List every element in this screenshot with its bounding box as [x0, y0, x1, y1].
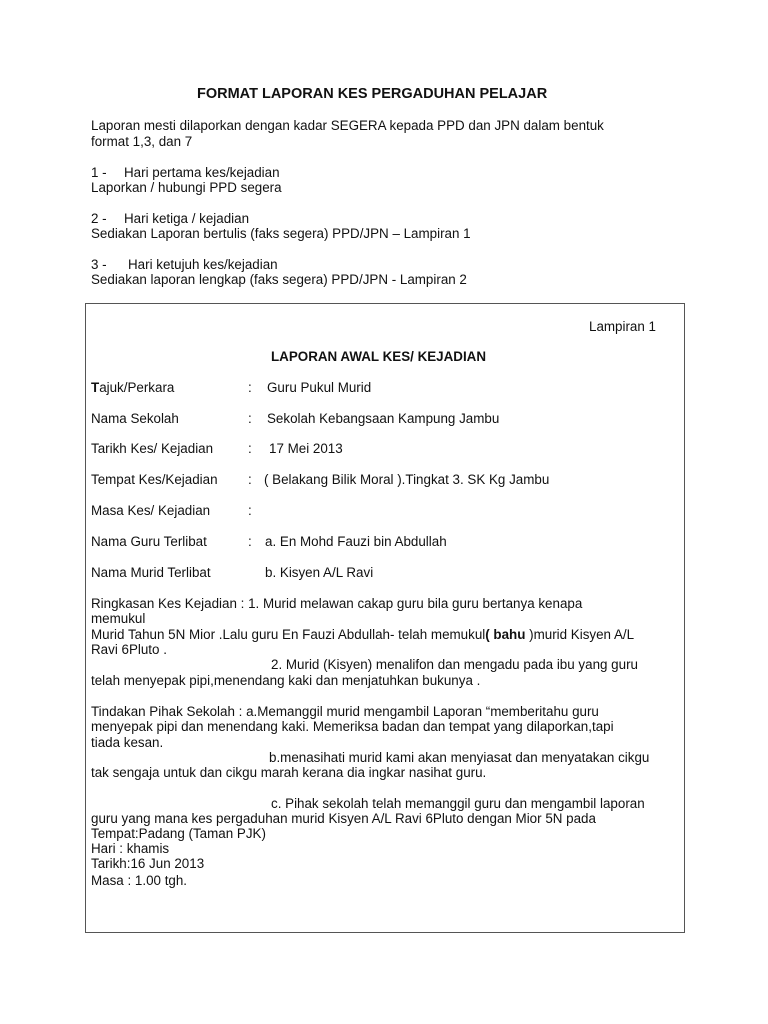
- field-value-guru: a. En Mohd Fauzi bin Abdullah: [265, 534, 447, 549]
- tindakan-line-5: tak sengaja untuk dan cikgu marah kerana dia ingkar nasihat guru.: [91, 765, 487, 780]
- step-3-number: 3 -: [91, 257, 107, 272]
- tindakan-line-2: menyepak pipi dan menendang kaki. Memeriksa badan dan tempat yang dilaporkan,tapi: [91, 719, 614, 734]
- field-sep-guru: :: [248, 534, 252, 549]
- field-sep-sekolah: :: [248, 411, 252, 426]
- field-sep-masa: :: [248, 503, 252, 518]
- step-3-heading: Hari ketujuh kes/kejadian: [128, 257, 278, 272]
- tindakan-line-8: Tempat:Padang (Taman PJK): [91, 826, 266, 841]
- ringkasan-line-1: Ringkasan Kes Kejadian : 1. Murid melawan cakap guru bila guru bertanya kenapa: [91, 596, 583, 611]
- tindakan-line-1: Tindakan Pihak Sekolah : a.Memanggil murid mengambil Laporan “memberitahu guru: [91, 704, 599, 719]
- intro-line-1: Laporan mesti dilaporkan dengan kadar SEGERA kepada PPD dan JPN dalam bentuk: [91, 118, 604, 133]
- field-value-tarikh: 17 Mei 2013: [269, 441, 343, 456]
- tindakan-line-3: tiada kesan.: [91, 735, 164, 750]
- step-2-detail: Sediakan Laporan bertulis (faks segera) PPD/JPN – Lampiran 1: [91, 226, 471, 241]
- field-label-guru: Nama Guru Terlibat: [91, 534, 207, 549]
- tindakan-line-9: Hari : khamis: [91, 841, 170, 856]
- field-sep-tajuk: :: [248, 380, 252, 395]
- field-label-tarikh: Tarikh Kes/ Kejadian: [91, 441, 214, 456]
- step-3-detail: Sediakan laporan lengkap (faks segera) PPD/JPN - Lampiran 2: [91, 272, 467, 287]
- field-label-tajuk: Tajuk/Perkara: [91, 380, 175, 395]
- field-value-murid: b. Kisyen A/L Ravi: [265, 565, 374, 580]
- tindakan-line-4: b.menasihati murid kami akan menyiasat dan menyatakan cikgu: [269, 750, 650, 765]
- step-1-number: 1 -: [91, 165, 107, 180]
- field-label-tempat: Tempat Kes/Kejadian: [91, 472, 218, 487]
- field-label-murid: Nama Murid Terlibat: [91, 565, 211, 580]
- lampiran-label: Lampiran 1: [589, 319, 656, 334]
- step-1-heading: Hari pertama kes/kejadian: [124, 165, 280, 180]
- document-title: FORMAT LAPORAN KES PERGADUHAN PELAJAR: [197, 86, 548, 102]
- tindakan-line-10: Tarikh:16 Jun 2013: [91, 856, 205, 871]
- form-heading: LAPORAN AWAL KES/ KEJADIAN: [271, 349, 487, 364]
- ringkasan-line-6: telah menyepak pipi,menendang kaki dan menjatuhkan bukunya .: [91, 673, 481, 688]
- field-value-tempat: ( Belakang Bilik Moral ).Tingkat 3. SK Kg Jambu: [264, 472, 550, 487]
- ringkasan-line-4: Ravi 6Pluto .: [91, 642, 167, 657]
- field-label-masa: Masa Kes/ Kejadian: [91, 503, 211, 518]
- intro-line-2: format 1,3, dan 7: [91, 134, 193, 149]
- field-value-tajuk: Guru Pukul Murid: [267, 380, 372, 395]
- tindakan-line-11: Masa : 1.00 tgh.: [91, 873, 188, 888]
- field-sep-tempat: :: [248, 472, 252, 487]
- ringkasan-line-5: 2. Murid (Kisyen) menalifon dan mengadu pada ibu yang guru: [271, 657, 638, 672]
- tindakan-line-6: c. Pihak sekolah telah memanggil guru dan mengambil laporan: [271, 796, 645, 811]
- field-value-sekolah: Sekolah Kebangsaan Kampung Jambu: [267, 411, 500, 426]
- step-1-detail: Laporkan / hubungi PPD segera: [91, 180, 282, 195]
- ringkasan-line-2: memukul: [91, 611, 146, 626]
- field-sep-tarikh: :: [248, 441, 252, 456]
- step-2-heading: Hari ketiga / kejadian: [124, 211, 250, 226]
- ringkasan-line-3: Murid Tahun 5N Mior .Lalu guru En Fauzi Abdullah- telah memukul( bahu )murid Kisyen A/L: [91, 627, 635, 642]
- tindakan-line-7: guru yang mana kes pergaduhan murid Kisyen A/L Ravi 6Pluto dengan Mior 5N pada: [91, 811, 596, 826]
- step-2-number: 2 -: [91, 211, 107, 226]
- field-label-sekolah: Nama Sekolah: [91, 411, 179, 426]
